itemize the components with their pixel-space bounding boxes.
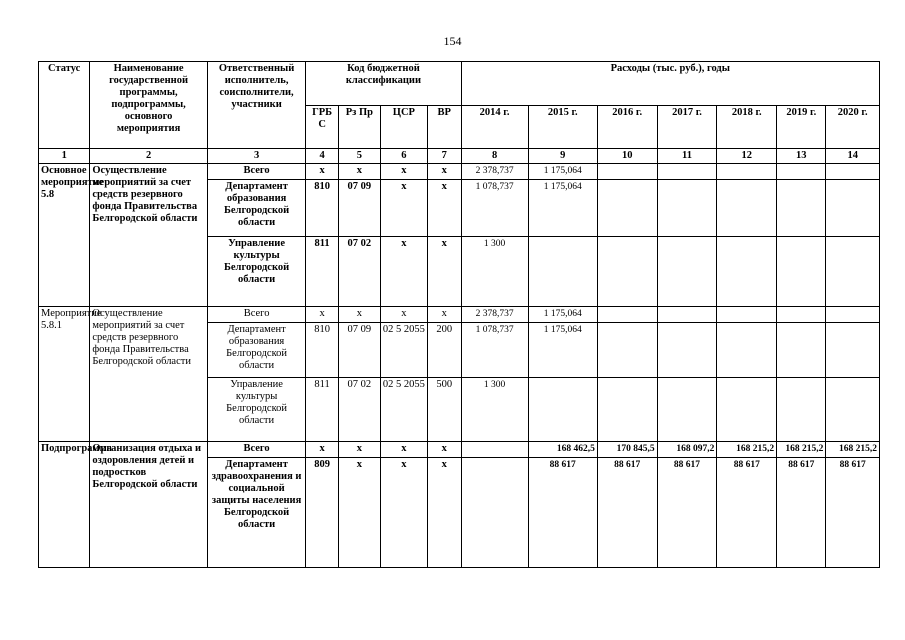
- table-row: [39, 164, 880, 180]
- value-cell: [777, 307, 826, 323]
- header-year: 2014 г.: [461, 105, 528, 149]
- vr-cell: х: [427, 180, 461, 237]
- vr-cell: х: [427, 164, 461, 180]
- value-cell: 1 175,064: [528, 307, 597, 323]
- rzpr-cell: 07 02: [338, 378, 380, 442]
- value-cell: [826, 323, 880, 378]
- value-cell: 1 300: [461, 378, 528, 442]
- page-number: 154: [443, 34, 462, 48]
- value-cell: 168 097,2: [657, 442, 717, 458]
- value-cell: [717, 378, 777, 442]
- csr-cell: х: [380, 180, 427, 237]
- column-number: 5: [338, 149, 380, 164]
- value-cell: [717, 180, 777, 237]
- table-row: [39, 442, 880, 458]
- column-number: 9: [528, 149, 597, 164]
- value-cell: [826, 164, 880, 180]
- vr-cell: х: [427, 442, 461, 458]
- grbs-cell: 811: [306, 378, 339, 442]
- name-cell: Осуществление мероприятий за счет средств резервного фонда Правительства Белгородской области: [90, 307, 207, 442]
- header-rzpr: Рз Пр: [338, 105, 380, 149]
- participant-cell: Всего: [207, 164, 306, 180]
- value-cell: 1 175,064: [528, 323, 597, 378]
- value-cell: 168 215,2: [717, 442, 777, 458]
- header-csr: ЦСР: [380, 105, 427, 149]
- column-number: 10: [597, 149, 657, 164]
- status-cell: Мероприятие 5.8.1: [39, 307, 90, 442]
- budget-table: [38, 61, 880, 568]
- value-cell: [777, 378, 826, 442]
- header-name: Наименование государственной программы, подпрограммы, основного мероприятия: [90, 62, 207, 149]
- status-cell: Подпрограмма: [39, 442, 90, 568]
- header-year: 2020 г.: [826, 105, 880, 149]
- value-cell: 88 617: [777, 458, 826, 568]
- column-number: 2: [90, 149, 207, 164]
- grbs-cell: х: [306, 307, 339, 323]
- column-number: 8: [461, 149, 528, 164]
- name-cell: Организация отдыха и оздоровления детей и подростков Белгородской области: [90, 442, 207, 568]
- value-cell: 88 617: [597, 458, 657, 568]
- value-cell: [717, 237, 777, 307]
- value-cell: [528, 378, 597, 442]
- value-cell: 168 215,2: [777, 442, 826, 458]
- column-number: 4: [306, 149, 339, 164]
- column-number: 11: [657, 149, 717, 164]
- grbs-cell: 809: [306, 458, 339, 568]
- participant-cell: Управление культуры Белгородской области: [207, 378, 306, 442]
- value-cell: [826, 237, 880, 307]
- value-cell: [597, 237, 657, 307]
- value-cell: [657, 307, 717, 323]
- csr-cell: х: [380, 237, 427, 307]
- value-cell: 1 175,064: [528, 180, 597, 237]
- column-number: 1: [39, 149, 90, 164]
- value-cell: 88 617: [717, 458, 777, 568]
- csr-cell: 02 5 2055: [380, 323, 427, 378]
- rzpr-cell: х: [338, 442, 380, 458]
- csr-cell: х: [380, 164, 427, 180]
- value-cell: [657, 323, 717, 378]
- header-year: 2016 г.: [597, 105, 657, 149]
- grbs-cell: 811: [306, 237, 339, 307]
- header-vr: ВР: [427, 105, 461, 149]
- rzpr-cell: х: [338, 307, 380, 323]
- grbs-cell: х: [306, 442, 339, 458]
- participant-cell: Всего: [207, 442, 306, 458]
- header-budget-code: Код бюджетной классификации: [306, 62, 461, 106]
- value-cell: [826, 180, 880, 237]
- value-cell: 88 617: [657, 458, 717, 568]
- header-year: 2019 г.: [777, 105, 826, 149]
- header-responsible: Ответственный исполнитель, соисполнители, участники: [207, 62, 306, 149]
- csr-cell: х: [380, 442, 427, 458]
- column-number-row: [39, 149, 880, 164]
- value-cell: [597, 164, 657, 180]
- vr-cell: 500: [427, 378, 461, 442]
- value-cell: [777, 164, 826, 180]
- header-grbs: ГРБ С: [306, 105, 339, 149]
- column-number: 12: [717, 149, 777, 164]
- column-number: 13: [777, 149, 826, 164]
- value-cell: 1 300: [461, 237, 528, 307]
- value-cell: [717, 307, 777, 323]
- header-year: 2017 г.: [657, 105, 717, 149]
- grbs-cell: х: [306, 164, 339, 180]
- vr-cell: х: [427, 307, 461, 323]
- value-cell: [777, 237, 826, 307]
- value-cell: [826, 378, 880, 442]
- value-cell: 88 617: [826, 458, 880, 568]
- value-cell: [826, 307, 880, 323]
- vr-cell: х: [427, 237, 461, 307]
- participant-cell: Департамент образования Белгородской области: [207, 180, 306, 237]
- rzpr-cell: х: [338, 458, 380, 568]
- status-cell: Основное мероприятие 5.8: [39, 164, 90, 307]
- value-cell: [461, 442, 528, 458]
- value-cell: 168 462,5: [528, 442, 597, 458]
- header-status: Статус: [39, 62, 90, 149]
- column-number: 7: [427, 149, 461, 164]
- participant-cell: Департамент образования Белгородской области: [207, 323, 306, 378]
- participant-cell: Всего: [207, 307, 306, 323]
- value-cell: [597, 323, 657, 378]
- header-year: 2018 г.: [717, 105, 777, 149]
- rzpr-cell: 07 02: [338, 237, 380, 307]
- value-cell: [597, 180, 657, 237]
- value-cell: [597, 378, 657, 442]
- csr-cell: 02 5 2055: [380, 378, 427, 442]
- rzpr-cell: х: [338, 164, 380, 180]
- column-number: 3: [207, 149, 306, 164]
- value-cell: [717, 323, 777, 378]
- table-row: [39, 307, 880, 323]
- csr-cell: х: [380, 458, 427, 568]
- value-cell: 170 845,5: [597, 442, 657, 458]
- header-year: 2015 г.: [528, 105, 597, 149]
- value-cell: [717, 164, 777, 180]
- value-cell: 1 175,064: [528, 164, 597, 180]
- value-cell: 2 378,737: [461, 307, 528, 323]
- name-cell: Осуществление мероприятий за счет средств резервного фонда Правительства Белгородской области: [90, 164, 207, 307]
- value-cell: [461, 458, 528, 568]
- value-cell: [657, 237, 717, 307]
- value-cell: [657, 378, 717, 442]
- value-cell: 1 078,737: [461, 180, 528, 237]
- value-cell: [597, 307, 657, 323]
- rzpr-cell: 07 09: [338, 180, 380, 237]
- vr-cell: х: [427, 458, 461, 568]
- value-cell: 168 215,2: [826, 442, 880, 458]
- participant-cell: Департамент здравоохранения и социальной защиты населения Белгородской области: [207, 458, 306, 568]
- vr-cell: 200: [427, 323, 461, 378]
- grbs-cell: 810: [306, 180, 339, 237]
- column-number: 6: [380, 149, 427, 164]
- value-cell: 2 378,737: [461, 164, 528, 180]
- value-cell: 1 078,737: [461, 323, 528, 378]
- value-cell: [528, 237, 597, 307]
- csr-cell: х: [380, 307, 427, 323]
- value-cell: 88 617: [528, 458, 597, 568]
- value-cell: [777, 323, 826, 378]
- participant-cell: Управление культуры Белгородской области: [207, 237, 306, 307]
- rzpr-cell: 07 09: [338, 323, 380, 378]
- grbs-cell: 810: [306, 323, 339, 378]
- header-expenses: Расходы (тыс. руб.), годы: [461, 62, 879, 106]
- header-row-1: [39, 62, 880, 106]
- value-cell: [657, 180, 717, 237]
- value-cell: [777, 180, 826, 237]
- column-number: 14: [826, 149, 880, 164]
- value-cell: [657, 164, 717, 180]
